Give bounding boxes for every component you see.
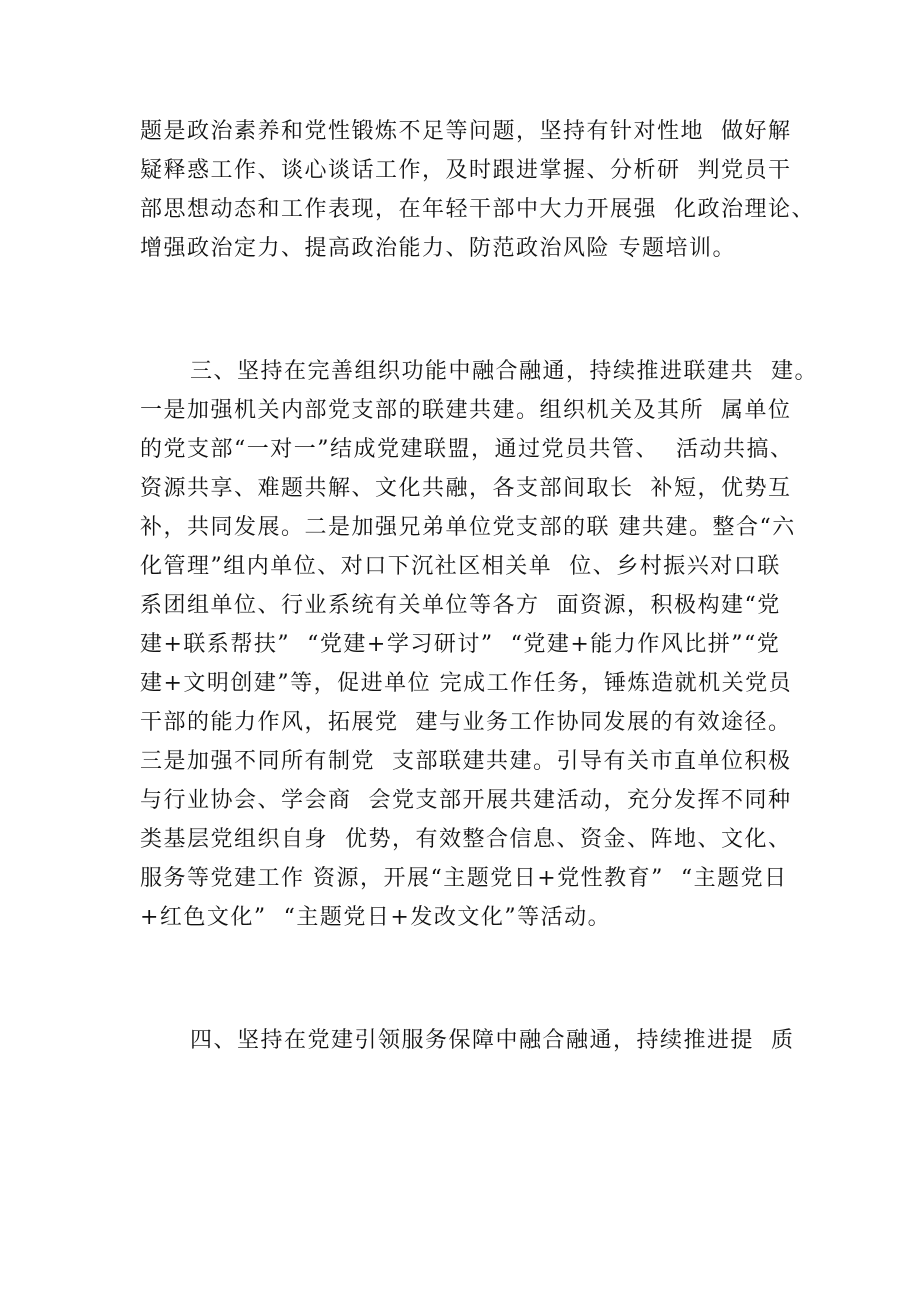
paragraph-2-line: 类基层党组织自身 优势，有效整合信息、资金、阵地、文化、 <box>140 827 792 852</box>
paragraph-2-line: +红色文化” “主题党日+发改文化”等活动。 <box>140 905 612 930</box>
paragraph-2-line: 一是加强机关内部党支部的联建共建。组织机关及其所 属单位 <box>140 398 792 423</box>
paragraph-2-line: 系团组单位、行业系统有关单位等各方 面资源，积极构建“党 <box>140 593 781 618</box>
paragraph-2-line: 干部的能力作风，拓展党 建与业务工作协同发展的有效途径。 <box>140 710 792 735</box>
paragraph-2-line: 补，共同发展。二是加强兄弟单位党支部的联 建共建。整合“六 <box>140 515 796 540</box>
paragraph-2-line: 与行业协会、学会商 会党支部开展共建活动，充分发挥不同种 <box>140 788 792 813</box>
paragraph-2-line: 建+文明创建”等，促进单位 完成工作任务，锤炼造就机关党员 <box>140 671 793 696</box>
paragraph-2-line: 三是加强不同所有制党 支部联建共建。引导有关市直单位积极 <box>140 749 792 774</box>
section-3-heading-line: 三、坚持在完善组织功能中融合融通，持续推进联建共 建。 <box>190 359 818 384</box>
section-4-heading-line: 四、坚持在党建引领服务保障中融合融通，持续推进提 质 <box>190 1028 795 1053</box>
paragraph-1-line: 疑释惑工作、谈心谈话工作，及时跟进掌握、分析研 判党员干 <box>140 158 792 183</box>
paragraph-1-line: 部思想动态和工作表现，在年轻干部中大力开展强 化政治理论、 <box>140 197 815 222</box>
paragraph-2-line: 化管理”组内单位、对口下沉社区相关单 位、乡村振兴对口联 <box>140 554 781 579</box>
paragraph-2-line: 的党支部“一对一”结成党建联盟，通过党员共管、 活动共搞、 <box>140 437 794 462</box>
paragraph-1-line: 题是政治素养和党性锻炼不足等问题，坚持有针对性地 做好解 <box>140 119 792 144</box>
paragraph-2-line: 建+联系帮扶” “党建+学习研讨” “党建+能力作风比拼”“党 <box>140 632 781 657</box>
paragraph-2-line: 服务等党建工作 资源，开展“主题党日+党性教育” “主题党日 <box>140 866 788 891</box>
paragraph-1-line: 增强政治定力、提高政治能力、防范政治风险 专题培训。 <box>140 236 736 261</box>
paragraph-2-line: 资源共享、难题共解、文化共融，各支部间取长 补短，优势互 <box>140 476 792 501</box>
